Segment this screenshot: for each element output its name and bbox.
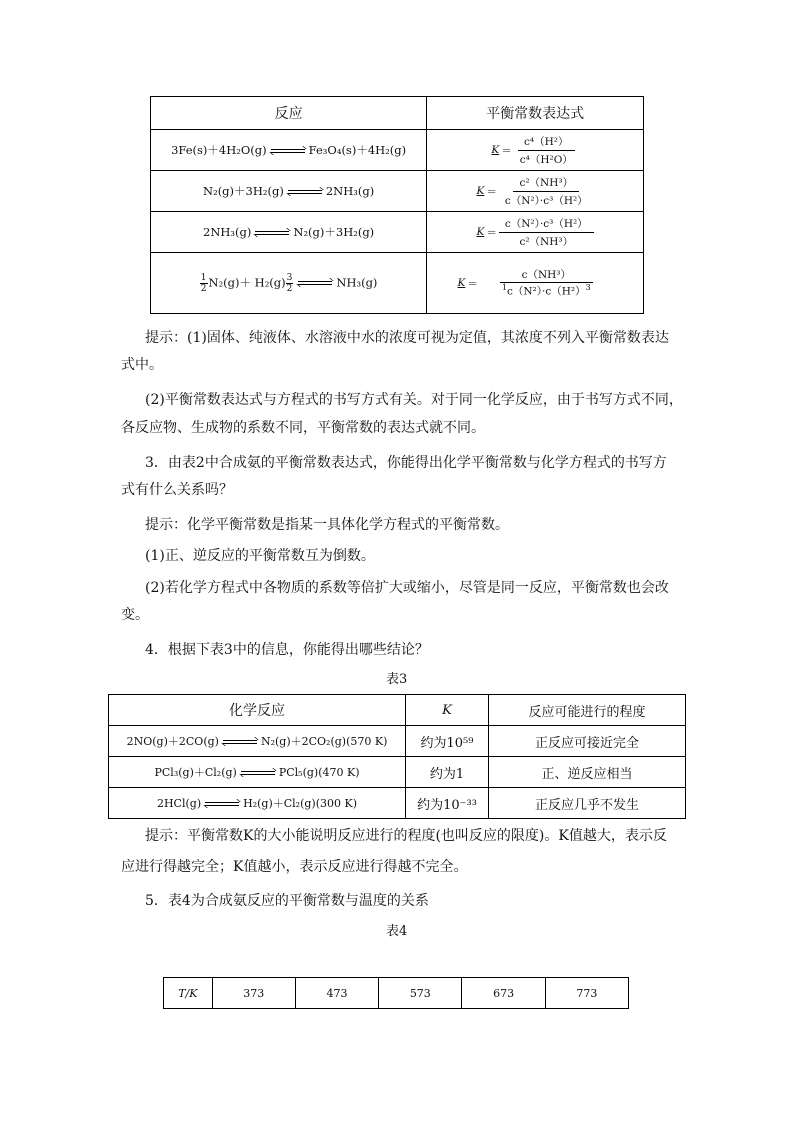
hint-paragraph-2: (2)平衡常数表达式与方程式的书写方式有关。对于同一化学反应，由于书写方式不同，	[145, 392, 683, 408]
k-value: 约为1	[406, 757, 489, 788]
numerator: c⁴（H²）	[518, 134, 574, 151]
degree-cell: 正反应几乎不发生	[489, 788, 686, 819]
denominator: $^1c(N^2)\cdot c(H^2)^3$	[501, 283, 591, 298]
degree-cell: 正反应可接近完全	[489, 726, 686, 757]
header-reaction: 化学反应	[109, 695, 406, 726]
hint-paragraph-1: 提示：(1)固体、纯液体、水溶液中水的浓度可视为定值，其浓度不列入平衡常数表达	[145, 330, 669, 346]
hint-paragraph-3: 提示：化学平衡常数是指某一具体化学方程式的平衡常数。	[145, 517, 509, 533]
equilibrium-arrow-icon	[241, 770, 275, 776]
hint-paragraph-1-cont: 式中。	[121, 357, 163, 373]
equilibrium-arrow-icon	[298, 280, 332, 286]
fraction-half: $\frac{1}{2}$	[200, 272, 207, 294]
header-k: K	[406, 695, 489, 726]
table-row	[151, 253, 644, 314]
table-row	[151, 130, 644, 171]
equilibrium-expression-table	[150, 96, 644, 314]
k-symbol: K	[476, 226, 485, 238]
hint-paragraph-4-cont: 应进行得越完全；K值越小，表示反应进行得越不完全。	[121, 859, 468, 875]
point-2: (2)若化学方程式中各物质的系数等倍扩大或缩小，尽管是同一反应，平衡常数也会改	[145, 580, 669, 596]
reaction-cell: PCl₃(g)＋Cl₂(g) PCl₅(g)(470 K)	[109, 757, 406, 788]
k-symbol: K	[476, 185, 485, 197]
reaction-left: N₂(g)＋ H₂(g)	[208, 275, 286, 289]
table-row	[109, 726, 686, 757]
temperature-value: 573	[379, 978, 462, 1009]
reaction-right: Fe₃O₄(s)＋4H₂(g)	[308, 143, 407, 157]
reaction-right: N₂(g)＋3H₂(g)	[293, 225, 375, 239]
reaction-left: N₂(g)＋3H₂(g)	[203, 184, 284, 198]
point-2-cont: 变。	[121, 607, 149, 623]
reaction-left: 2NH₃(g)	[203, 225, 252, 239]
table3	[108, 694, 686, 819]
numerator: c（NH³）	[500, 267, 593, 283]
table-header-row	[109, 695, 686, 726]
denominator: c⁴（H²O）	[519, 153, 573, 166]
denominator: c（N²）·c³（H²）	[504, 194, 588, 207]
k-value: 约为10⁻³³	[406, 788, 489, 819]
header-degree: 反应可能进行的程度	[489, 695, 686, 726]
table4-caption: 表4	[386, 924, 408, 939]
table-row	[109, 757, 686, 788]
fraction-three-halves: $\frac{3}{2}$	[286, 272, 293, 294]
temperature-label: T/K	[164, 978, 213, 1009]
question-4: 4．根据下表3中的信息，你能得出哪些结论？	[145, 642, 429, 658]
equilibrium-arrow-icon	[255, 230, 289, 236]
k-symbol: K	[457, 277, 466, 289]
temperature-value: 473	[295, 978, 378, 1009]
temperature-value: 373	[212, 978, 295, 1009]
denominator: c²（NH³）	[519, 235, 574, 248]
table4	[163, 977, 629, 1009]
question-5: 5．表4为合成氨反应的平衡常数与温度的关系	[145, 893, 429, 909]
reaction-right: NH₃(g)	[336, 275, 378, 289]
equilibrium-arrow-icon	[271, 148, 305, 154]
header-reaction: 反应	[151, 97, 427, 130]
question-3-cont: 式有什么关系吗？	[121, 482, 233, 498]
reaction-cell: 2NO(g)＋2CO(g) N₂(g)＋2CO₂(g)(570 K)	[109, 726, 406, 757]
header-expression: 平衡常数表达式	[427, 97, 644, 130]
expression-cell: K ＝ $\frac{\text{c（NH³）}}{^1c(N^2)\cdot c(H^2)^3}$	[427, 253, 644, 314]
reaction-cell: 2HCl(g) H₂(g)＋Cl₂(g)(300 K)	[109, 788, 406, 819]
hint-paragraph-4: 提示：平衡常数K的大小能说明反应进行的程度(也叫反应的限度)。K值越大，表示反	[145, 828, 667, 844]
table-row	[151, 212, 644, 253]
k-symbol: K	[491, 144, 500, 156]
table-row	[164, 978, 629, 1009]
expression-cell: K ＝ $\frac{\text{c⁴（H²）}}{\text{c⁴（H²O）}}$	[427, 130, 644, 171]
reaction-right: 2NH₃(g)	[325, 184, 375, 198]
point-1: (1)正、逆反应的平衡常数互为倒数。	[145, 548, 375, 564]
k-value: 约为10⁵⁹	[406, 726, 489, 757]
reaction-left: 3Fe(s)＋4H₂O(g)	[171, 143, 267, 157]
table-row	[109, 788, 686, 819]
equilibrium-arrow-icon	[288, 189, 322, 195]
reaction-cell	[151, 253, 427, 314]
temperature-value: 773	[545, 978, 628, 1009]
numerator: c（N²）·c³（H²）	[499, 216, 594, 233]
equilibrium-arrow-icon	[205, 801, 239, 807]
hint-paragraph-2-cont: 各反应物、生成物的系数不同，平衡常数的表达式就不同。	[121, 420, 485, 436]
numerator: c²（NH³）	[513, 175, 579, 192]
equilibrium-arrow-icon	[223, 739, 257, 745]
reaction-cell	[151, 171, 427, 212]
expression-cell: K ＝ $\frac{\text{c（N²）·c³（H²）}}{\text{c²（NH³）}}$	[427, 212, 644, 253]
degree-cell: 正、逆反应相当	[489, 757, 686, 788]
table-row	[151, 171, 644, 212]
table-header-row	[151, 97, 644, 130]
reaction-cell	[151, 212, 427, 253]
expression-cell: K ＝ $\frac{\text{c²（NH³）}}{\text{c（N²）·c³（H²）}}$	[427, 171, 644, 212]
table3-caption: 表3	[386, 672, 408, 687]
reaction-cell	[151, 130, 427, 171]
question-3: 3．由表2中合成氨的平衡常数表达式，你能得出化学平衡常数与化学方程式的书写方	[145, 455, 667, 471]
temperature-value: 673	[462, 978, 545, 1009]
